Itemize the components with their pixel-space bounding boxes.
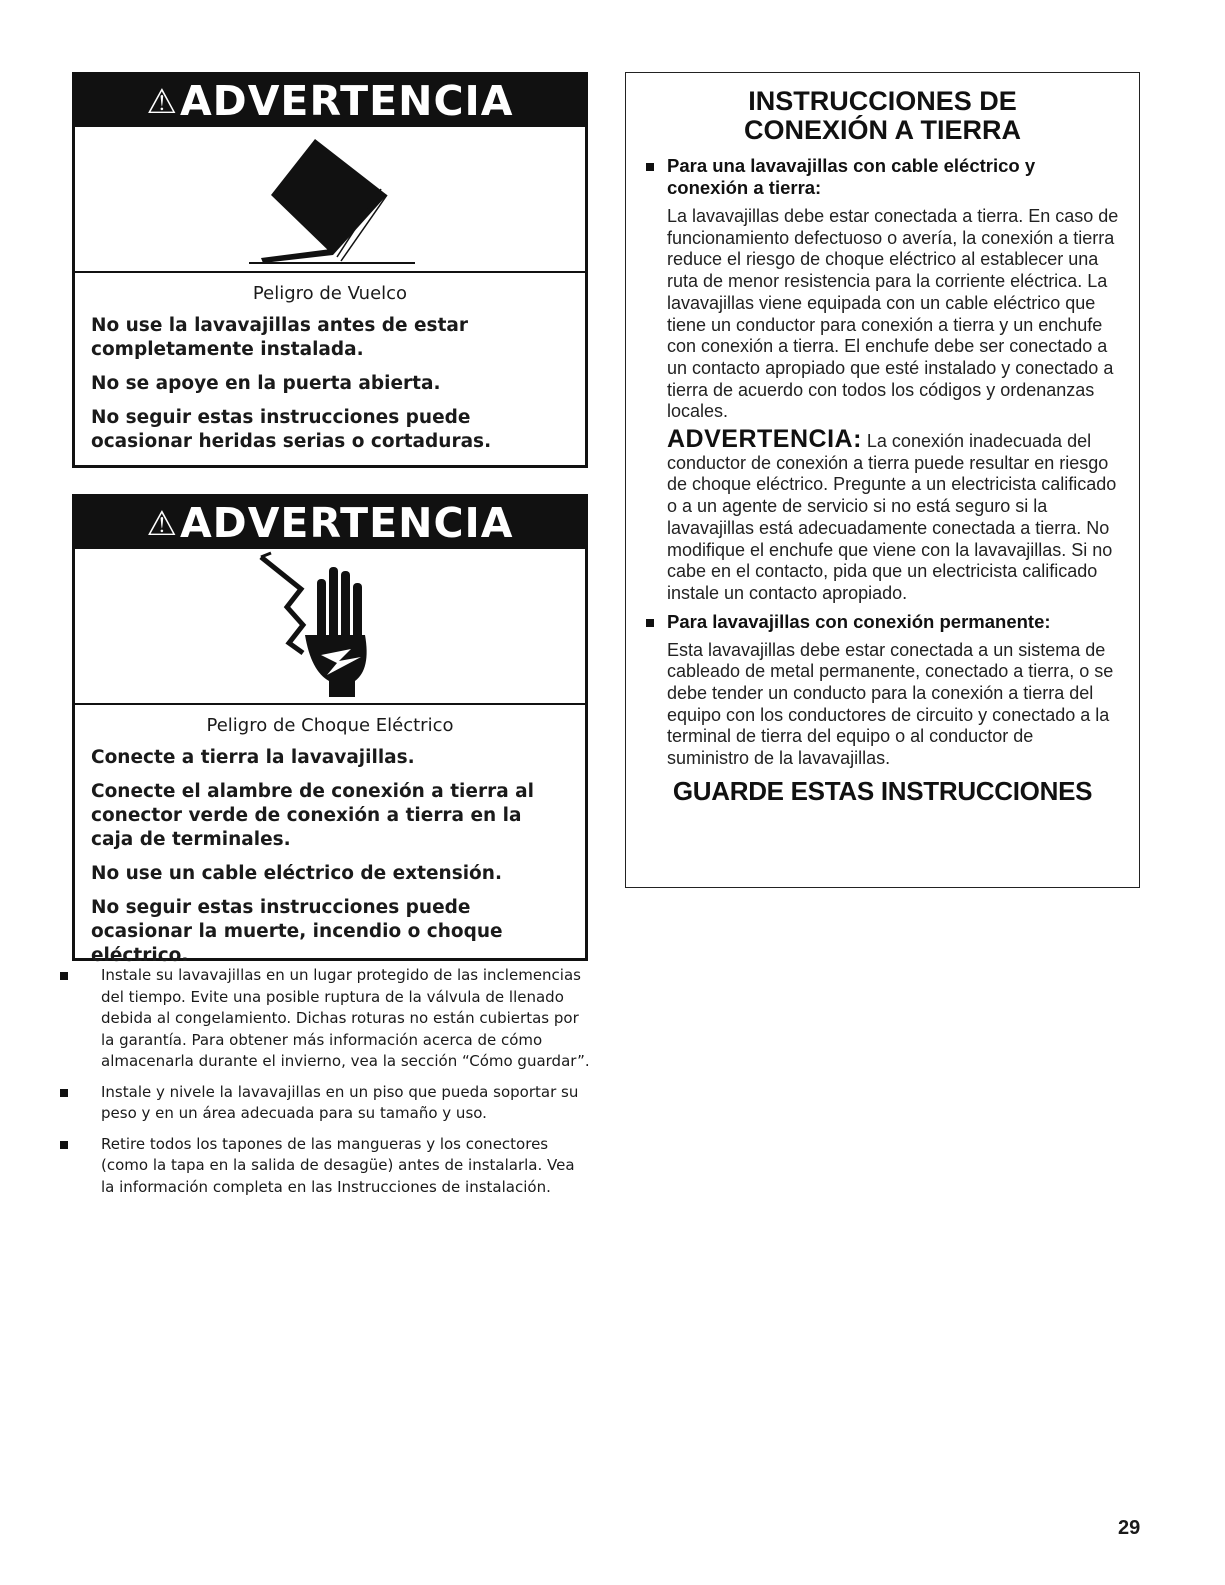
electric-shock-icon-area — [75, 549, 585, 705]
bullet-square-icon — [646, 619, 654, 627]
warning-line: No seguir estas instrucciones puede ocasionar heridas serias o cortaduras. — [91, 407, 492, 452]
warning-word: ADVERTENCIA: — [667, 425, 862, 454]
warning-line: No use la lavavajillas antes de estar completamente instalada. — [91, 315, 469, 360]
tip-over-hazard-icon — [75, 127, 585, 271]
section-paragraph: Esta lavavajillas debe estar conectada a un sistema de cableado de metal permanente, conectado a tierra, o se debe tender un conducto para la conexión a tierra del equipo con los conductores de circuito y conectado a la terminal de tierra del equipo o al conductor de suministro de la lavavajillas. — [667, 639, 1114, 769]
warning-box-tip-over — [72, 72, 588, 468]
section-cord-connected: Para una lavavajillas con cable eléctrico y conexión a tierra: — [646, 155, 1119, 199]
list-item: Instale y nivele la lavavajillas en un piso que pueda soportar su peso y en un área adecuada para su tamaño y uso. — [60, 1082, 590, 1125]
warning-line: Conecte el alambre de conexión a tierra al conector verde de conexión a tierra en la caja de terminales. — [91, 781, 534, 850]
warning-line: No se apoye en la puerta abierta. — [91, 373, 441, 394]
warning-line: No seguir estas instrucciones puede ocasionar la muerte, incendio o choque eléctrico. — [91, 897, 503, 966]
grounding-title: INSTRUCCIONES DE CONEXIÓN A TIERRA — [743, 86, 1021, 145]
warning-header: ⚠ADVERTENCIA — [75, 497, 585, 549]
grounding-instructions-box — [625, 72, 1140, 888]
installation-bullets — [60, 965, 590, 1207]
warning-triangle-icon: ⚠ — [146, 504, 178, 544]
bullet-square-icon — [60, 1089, 68, 1097]
warning-header: ⚠ADVERTENCIA — [75, 75, 585, 127]
bullet-square-icon — [646, 163, 654, 171]
hazard-title: Peligro de Choque Eléctrico — [206, 715, 454, 736]
section-paragraph: La lavavajillas debe estar conectada a tierra. En caso de funcionamiento defectuoso o avería, la conexión a tierra reduce el riesgo de choque eléctrico al establecer una ruta de menor resistencia para la corriente eléctrica. La lavavajillas viene equipada con un cable eléctrico que tiene un conductor para conexión a tierra y un enchufe con conexión a tierra. El enchufe debe ser conectado a un contacto apropiado que esté instalado y conectado a tierra de acuerdo con todos los códigos y ordenanzas locales. — [667, 206, 1119, 422]
list-item: Retire todos los tapones de las mangueras y los conectores (como la tapa en la salida de desagüe) antes de instalarla. Vea la información completa en las Instrucciones de instalación. — [60, 1134, 590, 1199]
hazard-title: Peligro de Vuelco — [252, 283, 408, 304]
list-item: Instale su lavavajillas en un lugar protegido de las inclemencias del tiempo. Evite una posible ruptura de la válvula de llenado debida al congelamiento. Dichas roturas no están cubiertas por la garantía. Para obtener más información acerca de cómo almacenarla durante el invierno, vea la sección “Cómo guardar”. — [60, 965, 590, 1073]
bullet-square-icon — [60, 1141, 68, 1149]
warning-box-electric-shock — [72, 494, 588, 966]
warning-line: No use un cable eléctrico de extensión. — [91, 863, 502, 884]
warning-triangle-icon: ⚠ — [146, 82, 178, 122]
page-number: 29 — [1118, 1517, 1141, 1539]
bullet-square-icon — [60, 972, 68, 980]
section-permanent-connection: Para lavavajillas con conexión permanente: — [646, 611, 1119, 633]
save-instructions-heading: GUARDE ESTAS INSTRUCCIONES — [672, 775, 1093, 806]
electric-shock-hazard-icon — [75, 549, 585, 703]
tip-over-icon-area — [75, 127, 585, 273]
warning-paragraph: ADVERTENCIA: La conexión inadecuada del conductor de conexión a tierra puede resultar en riesgo de choque eléctrico. Pregunte a un electricista calificado o a un agente de servicio si no está seguro si la lavavajillas está adecuadamente conectada a tierra. No modifique el enchufe que viene con la lavavajillas. Si no cabe en el contacto, pida que un electricista calificado instale un contacto apropiado. — [667, 425, 1117, 603]
warning-line: Conecte a tierra la lavavajillas. — [91, 747, 415, 768]
